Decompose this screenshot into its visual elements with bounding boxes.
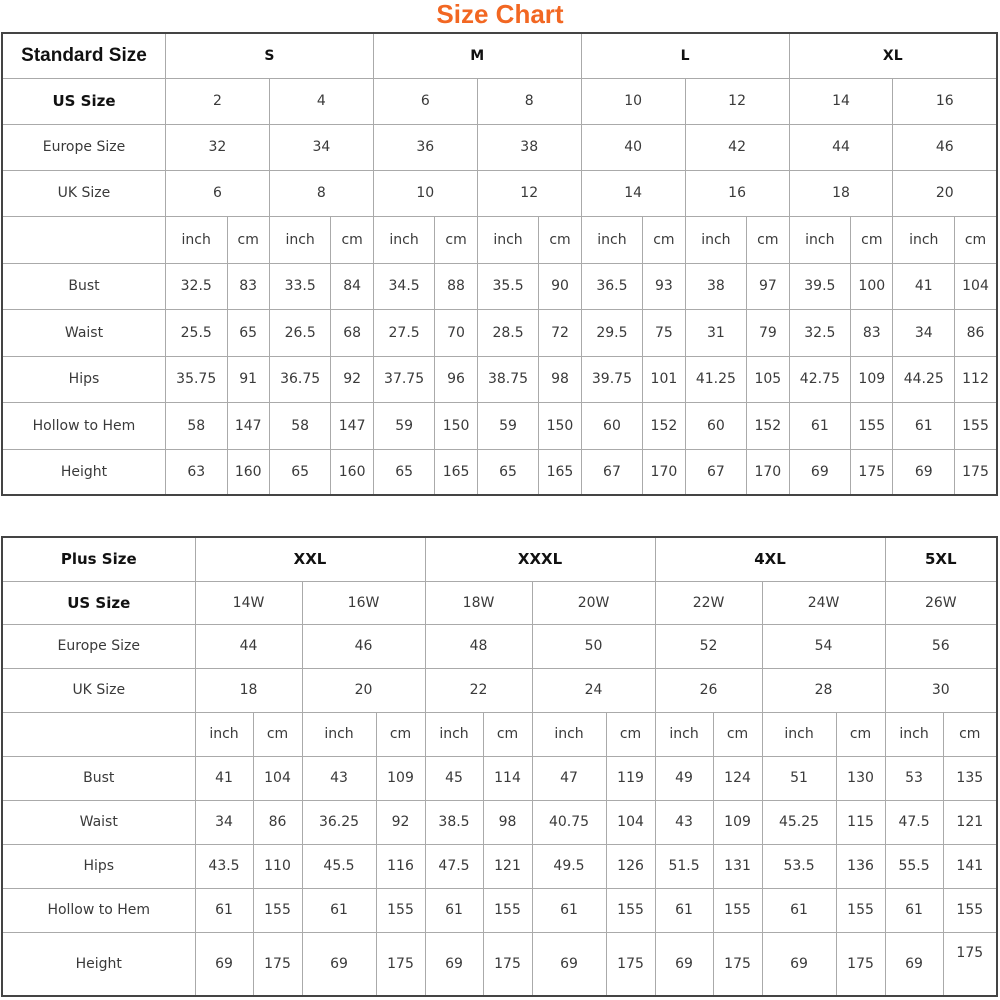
measurement-inch-value: 49 xyxy=(655,756,713,800)
measurement-inch-value: 45.5 xyxy=(302,844,376,888)
unit-cm: cm xyxy=(331,216,373,263)
uk-size-value: 18 xyxy=(789,170,893,216)
measurement-inch-value: 60 xyxy=(685,402,747,449)
unit-inch: inch xyxy=(425,712,483,756)
measurement-inch-value: 55.5 xyxy=(885,844,943,888)
measurement-inch-value: 34.5 xyxy=(373,263,435,309)
uk-size-row xyxy=(2,668,997,712)
measurement-cm-value: 65 xyxy=(227,309,269,356)
measurement-cm-value: 72 xyxy=(539,309,581,356)
measurement-cm-value: 165 xyxy=(539,449,581,495)
measurement-row-height xyxy=(2,449,997,495)
measurement-inch-value: 49.5 xyxy=(532,844,606,888)
measurement-inch-value: 67 xyxy=(685,449,747,495)
uk-size-value: 6 xyxy=(165,170,269,216)
group-header-4xl: 4XL xyxy=(655,537,885,581)
measurement-inch-value: 61 xyxy=(789,402,851,449)
standard-size-table xyxy=(1,32,998,496)
measurement-cm-value: 160 xyxy=(227,449,269,495)
uk-size-value: 10 xyxy=(373,170,477,216)
europe-size-value: 46 xyxy=(893,124,997,170)
measurement-inch-value: 45 xyxy=(425,756,483,800)
measurement-cm-value: 126 xyxy=(606,844,655,888)
measurement-inch-value: 61 xyxy=(425,888,483,932)
measurement-cm-value: 109 xyxy=(713,800,762,844)
measurement-row-bust xyxy=(2,756,997,800)
unit-inch: inch xyxy=(373,216,435,263)
measurement-cm-value: 109 xyxy=(851,356,893,402)
measurement-cm-value: 91 xyxy=(227,356,269,402)
measurement-cm-value: 68 xyxy=(331,309,373,356)
measurement-inch-value: 37.75 xyxy=(373,356,435,402)
measurement-cm-value: 101 xyxy=(643,356,685,402)
measurement-cm-value: 170 xyxy=(643,449,685,495)
us-size-value: 10 xyxy=(581,78,685,124)
measurement-cm-value: 105 xyxy=(747,356,789,402)
europe-size-row xyxy=(2,124,997,170)
group-header-m: M xyxy=(373,33,581,78)
unit-row-label xyxy=(2,216,165,263)
us-size-value: 4 xyxy=(269,78,373,124)
us-size-label: US Size xyxy=(2,78,165,124)
measurement-inch-value: 45.25 xyxy=(762,800,836,844)
unit-inch: inch xyxy=(302,712,376,756)
measurement-label: Waist xyxy=(2,800,195,844)
measurement-inch-value: 65 xyxy=(269,449,331,495)
unit-inch: inch xyxy=(789,216,851,263)
europe-size-value: 44 xyxy=(195,624,302,668)
measurement-cm-value: 88 xyxy=(435,263,477,309)
measurement-cm-value: 115 xyxy=(836,800,885,844)
measurement-row-hips xyxy=(2,844,997,888)
us-size-value: 2 xyxy=(165,78,269,124)
uk-size-label: UK Size xyxy=(2,170,165,216)
uk-size-value: 22 xyxy=(425,668,532,712)
measurement-label: Hips xyxy=(2,356,165,402)
measurement-row-waist xyxy=(2,309,997,356)
us-size-label: US Size xyxy=(2,581,195,624)
measurement-cm-value: 124 xyxy=(713,756,762,800)
measurement-cm-value: 97 xyxy=(747,263,789,309)
measurement-cm-value: 155 xyxy=(955,402,997,449)
measurement-inch-value: 61 xyxy=(195,888,253,932)
unit-cm: cm xyxy=(435,216,477,263)
measurement-inch-value: 59 xyxy=(373,402,435,449)
measurement-inch-value: 38.5 xyxy=(425,800,483,844)
europe-size-value: 34 xyxy=(269,124,373,170)
measurement-cm-value: 75 xyxy=(643,309,685,356)
us-size-row xyxy=(2,78,997,124)
us-size-value: 20W xyxy=(532,581,655,624)
measurement-inch-value: 36.5 xyxy=(581,263,643,309)
unit-cm: cm xyxy=(955,216,997,263)
measurement-row-waist xyxy=(2,800,997,844)
measurement-cm-value: 165 xyxy=(435,449,477,495)
measurement-cm-value: 98 xyxy=(539,356,581,402)
us-size-value: 18W xyxy=(425,581,532,624)
us-size-value: 14 xyxy=(789,78,893,124)
us-size-value: 16 xyxy=(893,78,997,124)
unit-inch: inch xyxy=(165,216,227,263)
measurement-cm-value: 70 xyxy=(435,309,477,356)
measurement-cm-value: 90 xyxy=(539,263,581,309)
uk-size-label: UK Size xyxy=(2,668,195,712)
measurement-inch-value: 51.5 xyxy=(655,844,713,888)
measurement-inch-value: 63 xyxy=(165,449,227,495)
uk-size-value: 12 xyxy=(477,170,581,216)
unit-inch: inch xyxy=(885,712,943,756)
unit-cm: cm xyxy=(836,712,885,756)
measurement-cm-value: 152 xyxy=(747,402,789,449)
unit-cm: cm xyxy=(539,216,581,263)
measurement-row-bust xyxy=(2,263,997,309)
measurement-label: Hollow to Hem xyxy=(2,402,165,449)
measurement-cm-value: 170 xyxy=(747,449,789,495)
uk-size-value: 20 xyxy=(893,170,997,216)
group-header-xxl: XXL xyxy=(195,537,425,581)
measurement-inch-value: 61 xyxy=(302,888,376,932)
measurement-inch-value: 38 xyxy=(685,263,747,309)
measurement-inch-value: 59 xyxy=(477,402,539,449)
unit-cm: cm xyxy=(747,216,789,263)
measurement-cm-value: 104 xyxy=(253,756,302,800)
measurement-cm-value: 141 xyxy=(943,844,997,888)
measurement-inch-value: 61 xyxy=(885,888,943,932)
measurement-label: Hips xyxy=(2,844,195,888)
standard-size-header: Standard Size xyxy=(2,33,165,78)
us-size-value: 6 xyxy=(373,78,477,124)
measurement-inch-value: 39.75 xyxy=(581,356,643,402)
plus-group-row xyxy=(2,537,997,581)
measurement-cm-value: 112 xyxy=(955,356,997,402)
measurement-label: Bust xyxy=(2,756,195,800)
measurement-cm-value: 175 xyxy=(943,932,997,996)
unit-row xyxy=(2,712,997,756)
measurement-cm-value: 136 xyxy=(836,844,885,888)
unit-inch: inch xyxy=(581,216,643,263)
measurement-inch-value: 41 xyxy=(893,263,955,309)
measurement-cm-value: 155 xyxy=(253,888,302,932)
measurement-cm-value: 119 xyxy=(606,756,655,800)
measurement-inch-value: 26.5 xyxy=(269,309,331,356)
plus-size-table xyxy=(1,536,998,997)
measurement-cm-value: 131 xyxy=(713,844,762,888)
measurement-inch-value: 28.5 xyxy=(477,309,539,356)
europe-size-row xyxy=(2,624,997,668)
measurement-cm-value: 155 xyxy=(376,888,425,932)
measurement-inch-value: 44.25 xyxy=(893,356,955,402)
uk-size-value: 18 xyxy=(195,668,302,712)
measurement-inch-value: 61 xyxy=(762,888,836,932)
measurement-inch-value: 41.25 xyxy=(685,356,747,402)
measurement-inch-value: 69 xyxy=(789,449,851,495)
measurement-inch-value: 35.75 xyxy=(165,356,227,402)
group-header-s: S xyxy=(165,33,373,78)
europe-size-value: 48 xyxy=(425,624,532,668)
measurement-inch-value: 69 xyxy=(302,932,376,996)
measurement-cm-value: 86 xyxy=(955,309,997,356)
europe-size-value: 42 xyxy=(685,124,789,170)
measurement-cm-value: 104 xyxy=(955,263,997,309)
measurement-label: Hollow to Hem xyxy=(2,888,195,932)
measurement-cm-value: 175 xyxy=(713,932,762,996)
unit-inch: inch xyxy=(477,216,539,263)
uk-size-value: 26 xyxy=(655,668,762,712)
measurement-cm-value: 104 xyxy=(606,800,655,844)
measurement-cm-value: 147 xyxy=(227,402,269,449)
measurement-inch-value: 39.5 xyxy=(789,263,851,309)
measurement-cm-value: 155 xyxy=(836,888,885,932)
measurement-cm-value: 155 xyxy=(713,888,762,932)
unit-cm: cm xyxy=(227,216,269,263)
measurement-cm-value: 175 xyxy=(376,932,425,996)
measurement-cm-value: 155 xyxy=(606,888,655,932)
measurement-cm-value: 110 xyxy=(253,844,302,888)
measurement-cm-value: 92 xyxy=(331,356,373,402)
measurement-inch-value: 69 xyxy=(762,932,836,996)
measurement-label: Height xyxy=(2,449,165,495)
measurement-cm-value: 155 xyxy=(483,888,532,932)
us-size-value: 12 xyxy=(685,78,789,124)
group-header-l: L xyxy=(581,33,789,78)
measurement-cm-value: 114 xyxy=(483,756,532,800)
measurement-inch-value: 31 xyxy=(685,309,747,356)
measurement-inch-value: 34 xyxy=(893,309,955,356)
europe-size-value: 56 xyxy=(885,624,997,668)
measurement-row-hollow-to-hem xyxy=(2,402,997,449)
measurement-inch-value: 60 xyxy=(581,402,643,449)
measurement-cm-value: 175 xyxy=(955,449,997,495)
measurement-inch-value: 36.75 xyxy=(269,356,331,402)
measurement-inch-value: 33.5 xyxy=(269,263,331,309)
europe-size-value: 40 xyxy=(581,124,685,170)
measurement-cm-value: 121 xyxy=(943,800,997,844)
measurement-cm-value: 84 xyxy=(331,263,373,309)
unit-cm: cm xyxy=(943,712,997,756)
plus-size-header: Plus Size xyxy=(2,537,195,581)
measurement-cm-value: 160 xyxy=(331,449,373,495)
measurement-cm-value: 96 xyxy=(435,356,477,402)
us-size-value: 16W xyxy=(302,581,425,624)
measurement-inch-value: 43 xyxy=(302,756,376,800)
measurement-inch-value: 53.5 xyxy=(762,844,836,888)
unit-row-label xyxy=(2,712,195,756)
unit-inch: inch xyxy=(269,216,331,263)
unit-row xyxy=(2,216,997,263)
measurement-cm-value: 83 xyxy=(227,263,269,309)
us-size-value: 22W xyxy=(655,581,762,624)
europe-size-value: 38 xyxy=(477,124,581,170)
group-header-xl: XL xyxy=(789,33,997,78)
europe-size-value: 32 xyxy=(165,124,269,170)
measurement-inch-value: 65 xyxy=(477,449,539,495)
measurement-inch-value: 69 xyxy=(425,932,483,996)
uk-size-row xyxy=(2,170,997,216)
measurement-cm-value: 175 xyxy=(253,932,302,996)
measurement-inch-value: 69 xyxy=(195,932,253,996)
measurement-inch-value: 32.5 xyxy=(789,309,851,356)
measurement-cm-value: 175 xyxy=(851,449,893,495)
measurement-inch-value: 58 xyxy=(165,402,227,449)
measurement-inch-value: 36.25 xyxy=(302,800,376,844)
europe-size-value: 50 xyxy=(532,624,655,668)
measurement-cm-value: 155 xyxy=(943,888,997,932)
uk-size-value: 8 xyxy=(269,170,373,216)
unit-inch: inch xyxy=(195,712,253,756)
measurement-inch-value: 61 xyxy=(893,402,955,449)
europe-size-value: 46 xyxy=(302,624,425,668)
measurement-inch-value: 65 xyxy=(373,449,435,495)
measurement-row-hips xyxy=(2,356,997,402)
measurement-row-hollow-to-hem xyxy=(2,888,997,932)
us-size-value: 14W xyxy=(195,581,302,624)
measurement-inch-value: 53 xyxy=(885,756,943,800)
uk-size-value: 30 xyxy=(885,668,997,712)
measurement-cm-value: 175 xyxy=(606,932,655,996)
measurement-inch-value: 58 xyxy=(269,402,331,449)
measurement-cm-value: 175 xyxy=(483,932,532,996)
measurement-inch-value: 35.5 xyxy=(477,263,539,309)
europe-size-value: 54 xyxy=(762,624,885,668)
measurement-inch-value: 47 xyxy=(532,756,606,800)
europe-size-value: 44 xyxy=(789,124,893,170)
measurement-inch-value: 29.5 xyxy=(581,309,643,356)
measurement-row-height xyxy=(2,932,997,996)
unit-inch: inch xyxy=(893,216,955,263)
unit-inch: inch xyxy=(762,712,836,756)
measurement-inch-value: 69 xyxy=(893,449,955,495)
measurement-inch-value: 69 xyxy=(532,932,606,996)
measurement-cm-value: 100 xyxy=(851,263,893,309)
unit-inch: inch xyxy=(655,712,713,756)
measurement-cm-value: 152 xyxy=(643,402,685,449)
measurement-cm-value: 116 xyxy=(376,844,425,888)
measurement-inch-value: 34 xyxy=(195,800,253,844)
measurement-label: Waist xyxy=(2,309,165,356)
measurement-cm-value: 86 xyxy=(253,800,302,844)
measurement-inch-value: 67 xyxy=(581,449,643,495)
measurement-inch-value: 43.5 xyxy=(195,844,253,888)
measurement-cm-value: 147 xyxy=(331,402,373,449)
unit-inch: inch xyxy=(685,216,747,263)
measurement-cm-value: 155 xyxy=(851,402,893,449)
measurement-cm-value: 121 xyxy=(483,844,532,888)
group-header-xxxl: XXXL xyxy=(425,537,655,581)
us-size-value: 8 xyxy=(477,78,581,124)
europe-size-value: 52 xyxy=(655,624,762,668)
unit-cm: cm xyxy=(713,712,762,756)
page-title: Size Chart xyxy=(436,0,564,29)
measurement-cm-value: 83 xyxy=(851,309,893,356)
measurement-cm-value: 130 xyxy=(836,756,885,800)
measurement-cm-value: 93 xyxy=(643,263,685,309)
unit-cm: cm xyxy=(643,216,685,263)
uk-size-value: 14 xyxy=(581,170,685,216)
measurement-cm-value: 92 xyxy=(376,800,425,844)
unit-cm: cm xyxy=(606,712,655,756)
measurement-cm-value: 109 xyxy=(376,756,425,800)
measurement-inch-value: 69 xyxy=(655,932,713,996)
standard-group-row xyxy=(2,33,997,78)
europe-size-label: Europe Size xyxy=(2,124,165,170)
measurement-inch-value: 25.5 xyxy=(165,309,227,356)
measurement-inch-value: 47.5 xyxy=(885,800,943,844)
measurement-inch-value: 42.75 xyxy=(789,356,851,402)
measurement-inch-value: 32.5 xyxy=(165,263,227,309)
unit-cm: cm xyxy=(376,712,425,756)
measurement-inch-value: 43 xyxy=(655,800,713,844)
measurement-inch-value: 69 xyxy=(885,932,943,996)
measurement-inch-value: 27.5 xyxy=(373,309,435,356)
measurement-cm-value: 150 xyxy=(539,402,581,449)
measurement-label: Height xyxy=(2,932,195,996)
group-header-5xl: 5XL xyxy=(885,537,997,581)
unit-cm: cm xyxy=(483,712,532,756)
us-size-row xyxy=(2,581,997,624)
unit-cm: cm xyxy=(253,712,302,756)
measurement-inch-value: 61 xyxy=(532,888,606,932)
measurement-cm-value: 98 xyxy=(483,800,532,844)
us-size-value: 26W xyxy=(885,581,997,624)
uk-size-value: 28 xyxy=(762,668,885,712)
uk-size-value: 20 xyxy=(302,668,425,712)
measurement-inch-value: 41 xyxy=(195,756,253,800)
unit-cm: cm xyxy=(851,216,893,263)
measurement-inch-value: 61 xyxy=(655,888,713,932)
measurement-inch-value: 51 xyxy=(762,756,836,800)
unit-inch: inch xyxy=(532,712,606,756)
measurement-cm-value: 79 xyxy=(747,309,789,356)
uk-size-value: 24 xyxy=(532,668,655,712)
measurement-inch-value: 40.75 xyxy=(532,800,606,844)
us-size-value: 24W xyxy=(762,581,885,624)
measurement-inch-value: 38.75 xyxy=(477,356,539,402)
europe-size-label: Europe Size xyxy=(2,624,195,668)
measurement-inch-value: 47.5 xyxy=(425,844,483,888)
europe-size-value: 36 xyxy=(373,124,477,170)
measurement-cm-value: 150 xyxy=(435,402,477,449)
measurement-cm-value: 135 xyxy=(943,756,997,800)
measurement-cm-value: 175 xyxy=(836,932,885,996)
measurement-label: Bust xyxy=(2,263,165,309)
uk-size-value: 16 xyxy=(685,170,789,216)
